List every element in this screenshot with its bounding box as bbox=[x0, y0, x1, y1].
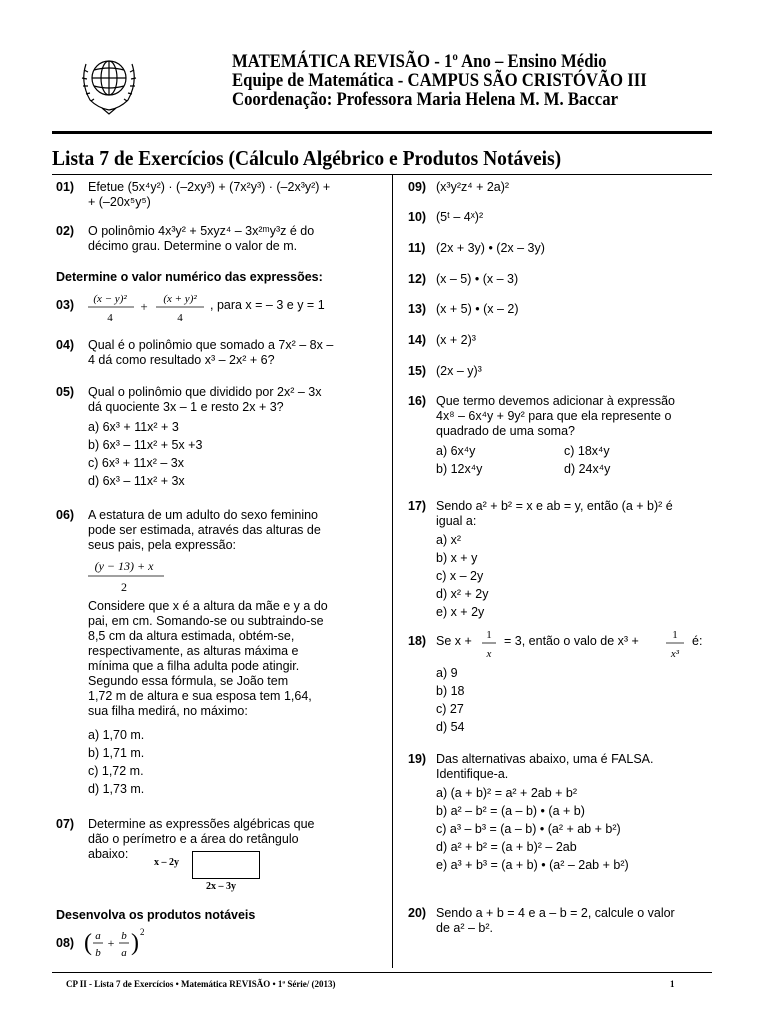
answer-option: a) 6x⁴y bbox=[436, 444, 476, 458]
school-seal-icon bbox=[72, 44, 146, 118]
question-text: dá quociente 3x – 1 e resto 2x + 3? bbox=[88, 400, 284, 414]
answer-option: b) 6x³ – 11x² + 5x +3 bbox=[88, 438, 203, 452]
question-text: Sendo a + b = 4 e a – b = 2, calcule o valor bbox=[436, 906, 675, 920]
question-number: 17) bbox=[408, 499, 427, 513]
question-text: 8,5 cm da altura estimada, obtém-se, bbox=[88, 629, 295, 643]
question-text: (2x – y)³ bbox=[436, 364, 482, 378]
question-text: quadrado de uma soma? bbox=[436, 424, 575, 438]
question-03 bbox=[56, 290, 362, 326]
plus-sign: + bbox=[107, 936, 115, 950]
question-text: Determine as expressões algébricas que bbox=[88, 817, 315, 831]
question-number: 15) bbox=[408, 364, 427, 378]
question-number: 01) bbox=[56, 180, 75, 194]
header-line-1: MATEMÁTICA REVISÃO - 1º Ano – Ensino Médio bbox=[232, 51, 607, 72]
footer-rule bbox=[52, 972, 712, 973]
fraction-expression bbox=[84, 556, 174, 594]
fraction-expression bbox=[480, 624, 498, 662]
fraction-numerator: 1 bbox=[486, 629, 492, 641]
answer-option: b) 12x⁴y bbox=[436, 462, 483, 476]
question-number: 16) bbox=[408, 394, 427, 408]
question-text: O polinômio 4x³y² + 5xyz⁴ – 3x²ᵐy³z é do bbox=[88, 224, 315, 238]
question-text: 1,72 m de altura e sua esposa tem 1,64, bbox=[88, 689, 312, 703]
answer-option: a) 1,70 m. bbox=[88, 728, 145, 742]
question-text: Que termo devemos adicionar à expressão bbox=[436, 394, 676, 408]
question-text: 4 dá como resultado x³ – 2x² + 6? bbox=[88, 353, 275, 367]
question-text: seus pais, pela expressão: bbox=[88, 538, 237, 552]
answer-option: b) 1,71 m. bbox=[88, 746, 145, 760]
fraction-numerator: b bbox=[121, 930, 127, 942]
question-text: Efetue (5x⁴y²) · (–2xy³) + (7x²y³) · (–2x³y²) + bbox=[88, 180, 331, 194]
section-heading-numeric: Determine o valor numérico das expressões: bbox=[56, 270, 323, 284]
fraction-denominator: x bbox=[486, 648, 492, 660]
answer-option: b) a² – b² = (a – b) • (a + b) bbox=[436, 804, 585, 818]
question-text: = 3, então o valo de x³ + bbox=[504, 634, 639, 648]
plus-sign: + bbox=[140, 299, 148, 314]
header-line-2: Equipe de Matemática - CAMPUS SÃO CRISTÓVÃO III bbox=[232, 70, 647, 91]
fraction-expression bbox=[84, 290, 216, 326]
question-text: , para x = – 3 e y = 1 bbox=[210, 298, 325, 312]
question-number: 08) bbox=[56, 936, 75, 950]
fraction-numerator: 1 bbox=[672, 629, 678, 641]
answer-option: d) x² + 2y bbox=[436, 587, 489, 601]
answer-option: b) 18 bbox=[436, 684, 465, 698]
answer-option: a) (a + b)² = a² + 2ab + b² bbox=[436, 786, 578, 800]
fraction-expression bbox=[664, 624, 686, 662]
fraction-expression bbox=[82, 926, 152, 964]
question-text: pai, em cm. Somando-se ou subtraindo-se bbox=[88, 614, 324, 628]
document-header bbox=[232, 51, 647, 110]
footer-text: CP II - Lista 7 de Exercícios • Matemática REVISÃO • 1ª Série/ (2013) bbox=[66, 979, 336, 989]
answer-option: a) 6x³ + 11x² + 3 bbox=[88, 420, 179, 434]
header-rule bbox=[52, 131, 712, 134]
question-text: Qual é o polinômio que somado a 7x² – 8x – bbox=[88, 338, 334, 352]
answer-option: a) x² bbox=[436, 533, 461, 547]
question-number: 13) bbox=[408, 302, 427, 316]
question-text: Identifique-a. bbox=[436, 767, 509, 781]
rectangle-figure bbox=[192, 851, 260, 879]
answer-option: c) 27 bbox=[436, 702, 464, 716]
fraction-numerator: (x + y)² bbox=[163, 293, 197, 305]
question-text: Das alternativas abaixo, uma é FALSA. bbox=[436, 752, 654, 766]
question-text: (x + 5) • (x – 2) bbox=[436, 302, 519, 316]
fraction-numerator: (y − 13) + x bbox=[94, 559, 154, 573]
header-line-3: Coordenação: Professora Maria Helena M. M. Baccar bbox=[232, 89, 619, 110]
question-text: (2x + 3y) • (2x – 3y) bbox=[436, 241, 545, 255]
fraction-numerator: a bbox=[95, 930, 101, 942]
column-divider bbox=[392, 174, 393, 968]
question-number: 02) bbox=[56, 224, 75, 238]
question-text: (x³y²z⁴ + 2a)² bbox=[436, 180, 510, 194]
fraction-denominator: 4 bbox=[177, 312, 183, 324]
question-text: Considere que x é a altura da mãe e y a do bbox=[88, 599, 328, 613]
question-number: 11) bbox=[408, 241, 426, 255]
question-text: 4x⁸ – 6x⁴y + 9y² para que ela represente o bbox=[436, 409, 672, 423]
answer-option: d) 24x⁴y bbox=[564, 462, 611, 476]
rectangle-bottom-label: 2x – 3y bbox=[206, 881, 236, 892]
exponent: 2 bbox=[140, 927, 145, 937]
question-text: décimo grau. Determine o valor de m. bbox=[88, 239, 298, 253]
question-text: pode ser estimada, através das alturas de bbox=[88, 523, 321, 537]
question-text: é: bbox=[692, 634, 703, 648]
question-text: sua filha medirá, no máximo: bbox=[88, 704, 248, 718]
fraction-denominator: 2 bbox=[121, 580, 127, 594]
page-number: 1 bbox=[670, 979, 675, 989]
question-number: 05) bbox=[56, 385, 75, 399]
question-number: 14) bbox=[408, 333, 427, 347]
fraction-denominator: 4 bbox=[107, 312, 113, 324]
question-text: de a² – b². bbox=[436, 921, 493, 935]
question-text: (x – 5) • (x – 3) bbox=[436, 272, 519, 286]
question-number: 20) bbox=[408, 906, 427, 920]
page-title: Lista 7 de Exercícios (Cálculo Algébrico e Produtos Notáveis) bbox=[52, 146, 562, 170]
answer-option: c) a³ – b³ = (a – b) • (a² + ab + b²) bbox=[436, 822, 621, 836]
fraction-denominator: x³ bbox=[670, 648, 680, 660]
answer-option: c) x – 2y bbox=[436, 569, 484, 583]
question-text: dão o perímetro e a área do retângulo bbox=[88, 832, 299, 846]
answer-option: b) x + y bbox=[436, 551, 478, 565]
answer-option: a) 9 bbox=[436, 666, 458, 680]
close-paren: ) bbox=[131, 930, 139, 956]
question-text: respectivamente, as alturas máxima e bbox=[88, 644, 299, 658]
answer-option: d) 6x³ – 11x² + 3x bbox=[88, 474, 185, 488]
title-rule bbox=[52, 174, 712, 175]
question-text: abaixo: bbox=[88, 847, 129, 861]
answer-option: d) 1,73 m. bbox=[88, 782, 145, 796]
question-text: Sendo a² + b² = x e ab = y, então (a + b)² é bbox=[436, 499, 673, 513]
question-text: igual a: bbox=[436, 514, 477, 528]
answer-option: e) x + 2y bbox=[436, 605, 485, 619]
question-text: Segundo essa fórmula, se João tem bbox=[88, 674, 289, 688]
question-number: 09) bbox=[408, 180, 427, 194]
question-number: 18) bbox=[408, 634, 427, 648]
question-number: 06) bbox=[56, 508, 75, 522]
question-number: 04) bbox=[56, 338, 75, 352]
question-text: mínima que a filha adulta pode atingir. bbox=[88, 659, 300, 673]
question-text: + (–20x⁵y⁵) bbox=[88, 195, 151, 209]
question-number: 03) bbox=[56, 298, 75, 312]
section-heading-products: Desenvolva os produtos notáveis bbox=[56, 908, 256, 922]
answer-option: e) a³ + b³ = (a + b) • (a² – 2ab + b²) bbox=[436, 858, 629, 872]
fraction-denominator: a bbox=[121, 947, 127, 959]
answer-option: c) 6x³ + 11x² – 3x bbox=[88, 456, 184, 470]
question-number: 07) bbox=[56, 817, 75, 831]
question-number: 12) bbox=[408, 272, 427, 286]
question-text: (5ᵗ – 4ˣ)² bbox=[436, 210, 484, 224]
answer-option: d) a² + b² = (a + b)² – 2ab bbox=[436, 840, 577, 854]
question-text: A estatura de um adulto do sexo feminino bbox=[88, 508, 319, 522]
question-number: 10) bbox=[408, 210, 427, 224]
question-text: Qual o polinômio que dividido por 2x² – 3x bbox=[88, 385, 322, 399]
open-paren: ( bbox=[84, 930, 92, 956]
rectangle-side-label: x – 2y bbox=[154, 857, 179, 868]
fraction-denominator: b bbox=[95, 947, 101, 959]
question-number: 19) bbox=[408, 752, 427, 766]
answer-option: d) 54 bbox=[436, 720, 465, 734]
answer-option: c) 1,72 m. bbox=[88, 764, 144, 778]
fraction-numerator: (x − y)² bbox=[93, 293, 127, 305]
question-text: Se x + bbox=[436, 634, 472, 648]
question-text: (x + 2)³ bbox=[436, 333, 476, 347]
answer-option: c) 18x⁴y bbox=[564, 444, 610, 458]
